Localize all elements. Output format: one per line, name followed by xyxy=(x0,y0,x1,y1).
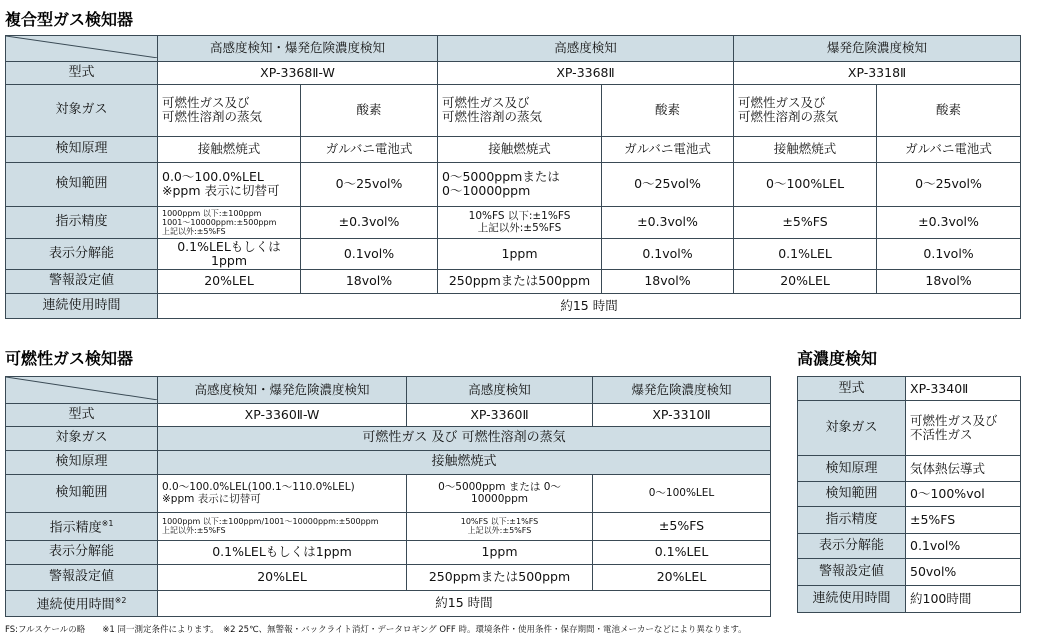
high-conc-title: 高濃度検知 xyxy=(797,349,878,368)
value-cell: ±5%FS xyxy=(593,512,771,540)
principle-row xyxy=(798,456,1021,481)
model-cell: XP-3368Ⅱ-W xyxy=(158,61,438,84)
target-gas-row xyxy=(6,426,771,450)
value-cell: 気体熱伝導式 xyxy=(906,456,1021,481)
composite-title: 複合型ガス検知器 xyxy=(5,10,134,29)
corner-cell xyxy=(6,377,158,404)
row-label: 表示分解能 xyxy=(6,238,158,269)
row-label: 対象ガス xyxy=(6,426,158,450)
group-header-cell: 高感度検知 xyxy=(407,377,593,404)
range-row xyxy=(6,162,1021,206)
row-label xyxy=(6,512,158,540)
alarm-row xyxy=(6,269,1021,293)
value-cell: 10%FS 以下:±1%FS 上記以外:±5%FS xyxy=(438,206,602,238)
value-cell: 0.1vol% xyxy=(301,238,438,269)
value-cell: 1000ppm 以下:±100ppm 1001〜10000ppm:±500ppm 上記以外:±5%FS xyxy=(158,206,301,238)
value-cell: 0.0〜100.0%LEL ※ppm 表示に切替可 xyxy=(158,162,301,206)
flammable-title: 可燃性ガス検知器 xyxy=(5,349,134,368)
value-cell: 0〜100%LEL xyxy=(593,474,771,512)
value-cell: 0〜25vol% xyxy=(602,162,734,206)
row-label: 指示精度 xyxy=(6,206,158,238)
duration-row xyxy=(798,586,1021,613)
row-label-text: 指示精度 xyxy=(49,520,102,536)
value-cell: 20%LEL xyxy=(734,269,877,293)
value-cell: 約15 時間 xyxy=(158,293,1021,318)
principle-row xyxy=(6,136,1021,162)
value-cell: 接触燃焼式 xyxy=(158,450,771,474)
model-row xyxy=(6,403,771,426)
value-cell: 接触燃焼式 xyxy=(734,136,877,162)
row-label: 警報設定値 xyxy=(6,269,158,293)
target-gas-row xyxy=(798,401,1021,456)
value-cell: 250ppmまたは500ppm xyxy=(438,269,602,293)
value-cell: 0〜100%vol xyxy=(906,481,1021,506)
value-cell: 50vol% xyxy=(906,559,1021,586)
model-row xyxy=(6,61,1021,84)
value-cell: 0〜100%LEL xyxy=(734,162,877,206)
group-header-cell: 高感度検知 xyxy=(438,36,734,62)
diagonal-divider xyxy=(6,36,157,58)
value-cell: ガルバニ電池式 xyxy=(602,136,734,162)
duration-row xyxy=(6,590,771,616)
group-header-cell: 爆発危険濃度検知 xyxy=(593,377,771,404)
value-cell: 0.1%LELもしくは1ppm xyxy=(158,238,301,269)
value-cell: ±0.3vol% xyxy=(877,206,1021,238)
group-header-row xyxy=(6,377,771,404)
model-row xyxy=(798,377,1021,401)
value-cell: 0.1vol% xyxy=(602,238,734,269)
value-cell: 可燃性ガス 及び 可燃性溶剤の蒸気 xyxy=(158,426,771,450)
alarm-row xyxy=(798,559,1021,586)
row-label: 検知範囲 xyxy=(798,481,906,506)
value-cell: 20%LEL xyxy=(158,564,407,590)
value-cell: 可燃性ガス及び 可燃性溶剤の蒸気 xyxy=(438,84,602,136)
corner-cell xyxy=(6,36,158,62)
value-cell: XP-3340Ⅱ xyxy=(906,377,1021,401)
accuracy-row xyxy=(798,507,1021,533)
principle-row xyxy=(6,450,771,474)
value-cell: 酸素 xyxy=(301,84,438,136)
model-cell: XP-3310Ⅱ xyxy=(593,403,771,426)
row-label: 検知範囲 xyxy=(6,162,158,206)
composite-spec-table xyxy=(5,35,1021,319)
value-cell: 0〜25vol% xyxy=(301,162,438,206)
value-cell: ガルバニ電池式 xyxy=(877,136,1021,162)
value-cell: 0〜5000ppmまたは 0〜10000ppm xyxy=(438,162,602,206)
model-cell: XP-3318Ⅱ xyxy=(734,61,1021,84)
row-label: 警報設定値 xyxy=(798,559,906,586)
row-label: 型式 xyxy=(6,403,158,426)
value-cell: 18vol% xyxy=(877,269,1021,293)
range-row xyxy=(6,474,771,512)
value-cell: 20%LEL xyxy=(158,269,301,293)
value-cell: 0.1vol% xyxy=(906,533,1021,558)
value-cell: ±5%FS xyxy=(906,507,1021,533)
row-label: 検知範囲 xyxy=(6,474,158,512)
flammable-spec-table xyxy=(5,376,771,617)
value-cell: 可燃性ガス及び 可燃性溶剤の蒸気 xyxy=(734,84,877,136)
target-gas-row xyxy=(6,84,1021,136)
value-cell: 0.0〜100.0%LEL(100.1〜110.0%LEL) ※ppm 表示に切替可 xyxy=(158,474,407,512)
value-cell: 0.1%LEL xyxy=(734,238,877,269)
row-label xyxy=(6,590,158,616)
footnote: FS:フルスケールの略 ※1 同一測定条件によります。 ※2 25℃、無警報・バックライト消灯・データロギング OFF 時。環境条件・使用条件・保存期間・電池メーカーなどにより異なります。 xyxy=(5,625,747,635)
row-label: 検知原理 xyxy=(798,456,906,481)
row-label: 対象ガス xyxy=(798,401,906,456)
row-label: 検知原理 xyxy=(6,450,158,474)
row-label: 表示分解能 xyxy=(6,540,158,564)
alarm-row xyxy=(6,564,771,590)
value-cell: 1000ppm 以下:±100ppm/1001〜10000ppm:±500ppm 上記以外:±5%FS xyxy=(158,512,407,540)
row-label: 連続使用時間 xyxy=(798,586,906,613)
footnote-marker: ※2 xyxy=(114,596,127,606)
value-cell: 18vol% xyxy=(602,269,734,293)
resolution-row xyxy=(6,540,771,564)
accuracy-row xyxy=(6,206,1021,238)
value-cell: 10%FS 以下:±1%FS 上記以外:±5%FS xyxy=(407,512,593,540)
value-cell: 0.1vol% xyxy=(877,238,1021,269)
group-header-cell: 高感度検知・爆発危険濃度検知 xyxy=(158,36,438,62)
row-label: 警報設定値 xyxy=(6,564,158,590)
value-cell: 酸素 xyxy=(602,84,734,136)
value-cell: 0〜5000ppm または 0〜10000ppm xyxy=(407,474,593,512)
range-row xyxy=(798,481,1021,506)
value-cell: 1ppm xyxy=(438,238,602,269)
value-cell: 可燃性ガス及び 不活性ガス xyxy=(906,401,1021,456)
resolution-row xyxy=(798,533,1021,558)
row-label: 型式 xyxy=(6,61,158,84)
value-cell: 250ppmまたは500ppm xyxy=(407,564,593,590)
diagonal-divider xyxy=(6,377,157,400)
resolution-row xyxy=(6,238,1021,269)
high-conc-spec-table xyxy=(797,376,1021,613)
value-cell: ガルバニ電池式 xyxy=(301,136,438,162)
group-header-cell: 高感度検知・爆発危険濃度検知 xyxy=(158,377,407,404)
value-cell: 0.1%LEL xyxy=(593,540,771,564)
value-cell: ±5%FS xyxy=(734,206,877,238)
duration-row xyxy=(6,293,1021,318)
value-cell: 1ppm xyxy=(407,540,593,564)
value-cell: ±0.3vol% xyxy=(602,206,734,238)
row-label: 検知原理 xyxy=(6,136,158,162)
model-cell: XP-3360Ⅱ-W xyxy=(158,403,407,426)
value-cell: 0.1%LELもしくは1ppm xyxy=(158,540,407,564)
row-label: 表示分解能 xyxy=(798,533,906,558)
accuracy-row xyxy=(6,512,771,540)
value-cell: ±0.3vol% xyxy=(301,206,438,238)
footnote-marker: ※1 xyxy=(101,519,114,529)
row-label: 指示精度 xyxy=(798,507,906,533)
value-cell: 可燃性ガス及び 可燃性溶剤の蒸気 xyxy=(158,84,301,136)
row-label: 対象ガス xyxy=(6,84,158,136)
value-cell: 酸素 xyxy=(877,84,1021,136)
model-cell: XP-3368Ⅱ xyxy=(438,61,734,84)
value-cell: 接触燃焼式 xyxy=(158,136,301,162)
group-header-cell: 爆発危険濃度検知 xyxy=(734,36,1021,62)
row-label: 連続使用時間 xyxy=(6,293,158,318)
value-cell: 18vol% xyxy=(301,269,438,293)
value-cell: 約15 時間 xyxy=(158,590,771,616)
model-cell: XP-3360Ⅱ xyxy=(407,403,593,426)
value-cell: 20%LEL xyxy=(593,564,771,590)
value-cell: 接触燃焼式 xyxy=(438,136,602,162)
value-cell: 約100時間 xyxy=(906,586,1021,613)
value-cell: 0〜25vol% xyxy=(877,162,1021,206)
group-header-row xyxy=(6,36,1021,62)
row-label: 型式 xyxy=(798,377,906,401)
row-label-text: 連続使用時間 xyxy=(36,597,115,613)
